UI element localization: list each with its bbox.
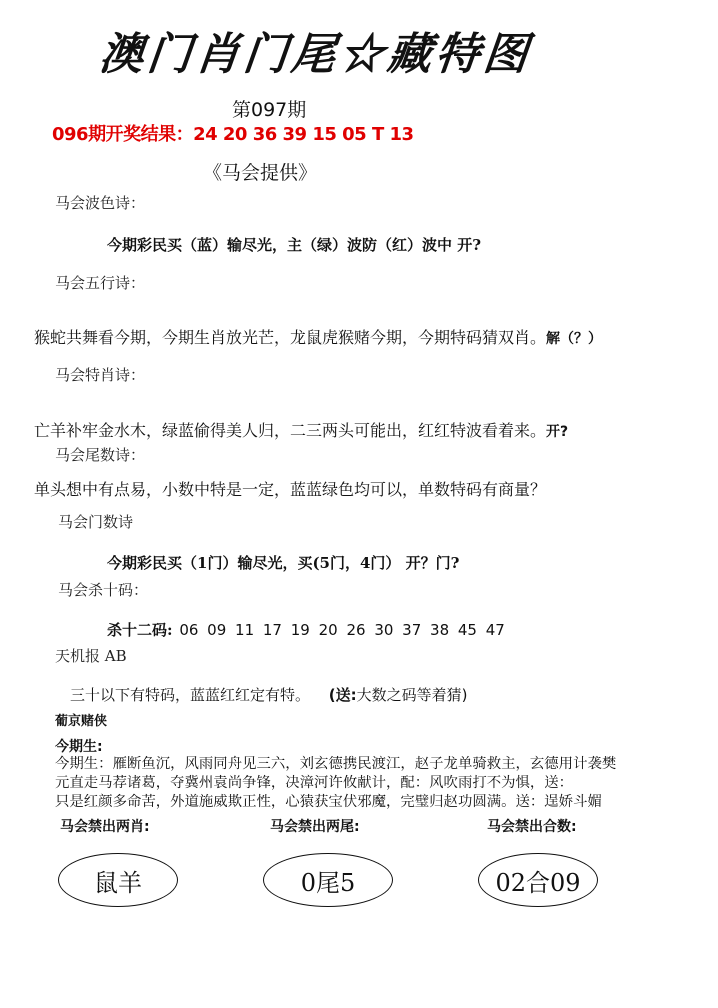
tail-poem-label: 马会尾数诗： bbox=[55, 446, 146, 464]
pujing-label: 葡京赌侠 bbox=[55, 714, 108, 729]
issue-number: 第097期 bbox=[232, 99, 307, 121]
tianji-line bbox=[70, 684, 468, 705]
five-elements-line bbox=[34, 325, 602, 348]
tianji-note-prefix: (送: bbox=[328, 686, 357, 704]
ban-sum-oval bbox=[478, 853, 598, 907]
ban-zodiac-oval bbox=[58, 853, 178, 907]
ban-sum-label: 马会禁出合数: bbox=[487, 819, 577, 835]
door-poem-line: 今期彩民买（1门）输尽光，买(5门，4门） 开？门? bbox=[107, 554, 460, 572]
tianji-text: 三十以下有特码，蓝蓝红红定有特。 bbox=[70, 686, 311, 704]
tail-poem-line: 单头想中有点易，小数中特是一定，蓝蓝绿色均可以，单数特码有商量？ bbox=[34, 480, 547, 499]
tianji-note: 大数之码等着猜) bbox=[356, 686, 468, 704]
previous-results: 096期开奖结果：24 20 36 39 15 05 T 13 bbox=[52, 124, 414, 145]
ban-tail-value: 0尾5 bbox=[300, 868, 356, 897]
ban-sum-value: 02合09 bbox=[495, 868, 581, 897]
zodiac-poem-label: 马会特肖诗： bbox=[55, 366, 146, 384]
five-elements-text: 猴蛇共舞看今期，今期生肖放光芒，龙鼠虎猴赌今期，今期特码猜双肖。 bbox=[34, 328, 547, 347]
today-text-block bbox=[55, 755, 616, 812]
today-line: 只是红颜多命苦，外道施威欺正性，心猿获宝伏邪魔，完璧归赵功圆满。送：逞娇斗媚 bbox=[55, 794, 602, 810]
provider-label: 《马会提供》 bbox=[203, 162, 318, 184]
wave-poem-line: 今期彩民买（蓝）输尽光，主（绿）波防（红）波中 开? bbox=[107, 236, 482, 254]
ban-tail-oval bbox=[263, 853, 393, 907]
kill-numbers-label: 马会杀十码： bbox=[58, 581, 149, 599]
tianji-label: 天机报 AB bbox=[55, 647, 127, 665]
kill-numbers-line bbox=[107, 619, 505, 640]
zodiac-poem-line bbox=[34, 418, 568, 441]
ban-zodiac-label: 马会禁出两肖: bbox=[60, 819, 150, 835]
kill-numbers-prefix: 杀十二码: bbox=[107, 621, 173, 639]
zodiac-poem-text: 亡羊补牢金水木，绿蓝偷得美人归，二三两头可能出，红红特波看着来。 bbox=[34, 421, 547, 440]
today-line: 今期生：雁断鱼沉，风雨同舟见三六，刘玄德携民渡江，赵子龙单骑救主，玄德用计袭樊 bbox=[55, 756, 617, 772]
ban-tail-label: 马会禁出两尾: bbox=[270, 819, 360, 835]
five-elements-label: 马会五行诗： bbox=[55, 274, 146, 292]
wave-poem-label: 马会波色诗： bbox=[55, 194, 146, 212]
today-label: 今期生: bbox=[55, 739, 103, 755]
kill-numbers-values: 06 09 11 17 19 20 26 30 37 38 45 47 bbox=[179, 621, 505, 639]
zodiac-poem-suffix: 开? bbox=[546, 424, 569, 440]
page-title: 澳门肖门尾☆藏特图 bbox=[96, 29, 535, 80]
door-poem-label: 马会门数诗 bbox=[58, 513, 134, 531]
today-line: 元直走马荐诸葛，夺冀州袁尚争锋，决漳河许攸献计，配：风吹雨打不为惧，送： bbox=[55, 775, 574, 791]
ban-zodiac-value: 鼠羊 bbox=[94, 868, 142, 897]
five-elements-suffix: 解（？） bbox=[546, 331, 603, 347]
